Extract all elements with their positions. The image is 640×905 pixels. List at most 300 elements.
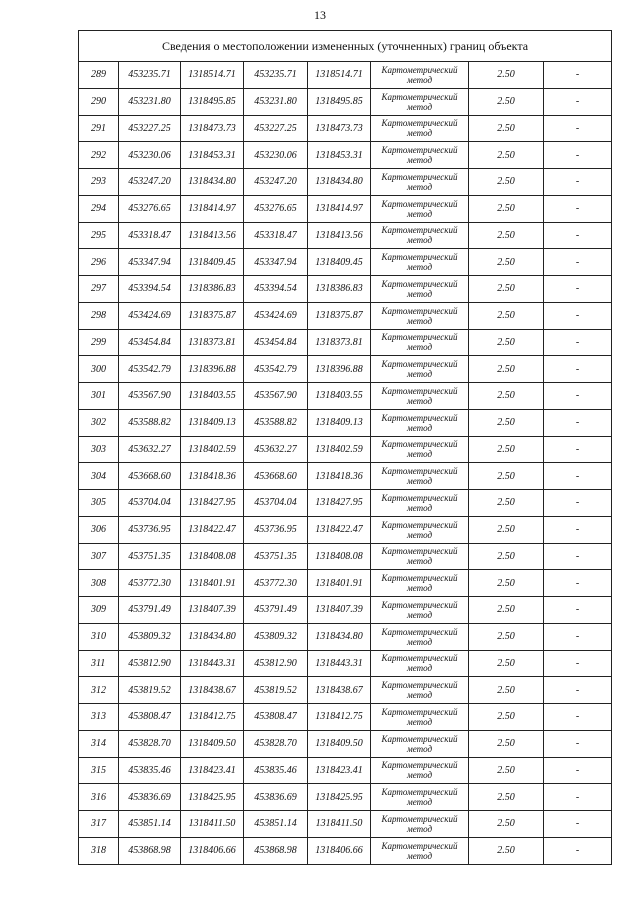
method-line1: Картометрический — [381, 760, 458, 771]
refined-y-cell: 1318413.56 — [308, 222, 371, 249]
table-row — [79, 463, 612, 490]
point-number-cell: 311 — [79, 650, 119, 677]
method-line1: Картометрический — [381, 519, 458, 530]
table-row — [79, 784, 612, 811]
existing-y-cell: 1318423.41 — [181, 757, 244, 784]
accuracy-cell: 2.50 — [469, 837, 544, 864]
refined-y-cell: 1318386.83 — [308, 276, 371, 303]
method-line1: Картометрический — [381, 225, 458, 236]
accuracy-cell: 2.50 — [469, 276, 544, 303]
existing-x-cell: 453736.95 — [119, 516, 181, 543]
method-line1: Картометрический — [381, 706, 458, 717]
existing-y-cell: 1318408.08 — [181, 543, 244, 570]
method-cell — [371, 784, 469, 811]
method-cell — [371, 62, 469, 89]
existing-x-cell: 453751.35 — [119, 543, 181, 570]
method-line2: метод — [406, 128, 433, 139]
refined-y-cell: 1318401.91 — [308, 570, 371, 597]
existing-x-cell: 453454.84 — [119, 329, 181, 356]
table-row — [79, 490, 612, 517]
method-cell — [371, 516, 469, 543]
refined-y-cell: 1318473.73 — [308, 115, 371, 142]
method-cell — [371, 356, 469, 383]
description-cell: - — [544, 195, 612, 222]
existing-y-cell: 1318413.56 — [181, 222, 244, 249]
existing-y-cell: 1318473.73 — [181, 115, 244, 142]
table-row — [79, 757, 612, 784]
existing-y-cell: 1318453.31 — [181, 142, 244, 169]
method-cell — [371, 490, 469, 517]
accuracy-cell: 2.50 — [469, 142, 544, 169]
description-cell: - — [544, 730, 612, 757]
description-cell: - — [544, 650, 612, 677]
accuracy-cell: 2.50 — [469, 597, 544, 624]
existing-y-cell: 1318425.95 — [181, 784, 244, 811]
page-number: 13 — [314, 8, 326, 22]
point-number-cell: 295 — [79, 222, 119, 249]
point-number-cell: 314 — [79, 730, 119, 757]
existing-x-cell: 453828.70 — [119, 730, 181, 757]
existing-y-cell: 1318411.50 — [181, 811, 244, 838]
existing-x-cell: 453231.80 — [119, 88, 181, 115]
method-cell — [371, 222, 469, 249]
table-row — [79, 169, 612, 196]
accuracy-cell: 2.50 — [469, 650, 544, 677]
accuracy-cell: 2.50 — [469, 356, 544, 383]
point-number-cell: 296 — [79, 249, 119, 276]
method-line2: метод — [406, 609, 433, 620]
method-line1: Картометрический — [381, 64, 458, 75]
existing-y-cell: 1318422.47 — [181, 516, 244, 543]
method-cell — [371, 383, 469, 410]
existing-x-cell: 453808.47 — [119, 704, 181, 731]
table-row — [79, 811, 612, 838]
refined-x-cell: 453791.49 — [244, 597, 308, 624]
method-line1: Картометрический — [381, 118, 458, 129]
existing-x-cell: 453668.60 — [119, 463, 181, 490]
refined-x-cell: 453632.27 — [244, 436, 308, 463]
existing-y-cell: 1318418.36 — [181, 463, 244, 490]
method-line2: метод — [406, 74, 433, 85]
refined-x-cell: 453542.79 — [244, 356, 308, 383]
table-row — [79, 704, 612, 731]
method-line2: метод — [406, 449, 433, 460]
method-line1: Картометрический — [381, 626, 458, 637]
refined-y-cell: 1318412.75 — [308, 704, 371, 731]
refined-y-cell: 1318422.47 — [308, 516, 371, 543]
method-cell — [371, 276, 469, 303]
table-row — [79, 543, 612, 570]
method-cell — [371, 302, 469, 329]
table-row — [79, 730, 612, 757]
point-number-cell: 304 — [79, 463, 119, 490]
accuracy-cell: 2.50 — [469, 463, 544, 490]
method-line1: Картометрический — [381, 171, 458, 182]
refined-x-cell: 453835.46 — [244, 757, 308, 784]
method-line2: метод — [406, 663, 433, 674]
existing-x-cell: 453868.98 — [119, 837, 181, 864]
existing-x-cell: 453276.65 — [119, 195, 181, 222]
accuracy-cell: 2.50 — [469, 115, 544, 142]
table-row — [79, 329, 612, 356]
method-cell — [371, 115, 469, 142]
existing-y-cell: 1318443.31 — [181, 650, 244, 677]
table-row — [79, 115, 612, 142]
method-line1: Картометрический — [381, 332, 458, 343]
existing-x-cell: 453542.79 — [119, 356, 181, 383]
table-row — [79, 837, 612, 864]
description-cell: - — [544, 543, 612, 570]
method-line2: метод — [406, 636, 433, 647]
refined-y-cell: 1318407.39 — [308, 597, 371, 624]
point-number-cell: 305 — [79, 490, 119, 517]
method-line2: метод — [406, 770, 433, 781]
description-cell: - — [544, 329, 612, 356]
refined-x-cell: 453851.14 — [244, 811, 308, 838]
existing-x-cell: 453318.47 — [119, 222, 181, 249]
refined-x-cell: 453231.80 — [244, 88, 308, 115]
method-cell — [371, 169, 469, 196]
method-cell — [371, 837, 469, 864]
accuracy-cell: 2.50 — [469, 730, 544, 757]
point-number-cell: 309 — [79, 597, 119, 624]
existing-y-cell: 1318401.91 — [181, 570, 244, 597]
refined-x-cell: 453230.06 — [244, 142, 308, 169]
accuracy-cell: 2.50 — [469, 757, 544, 784]
method-line1: Картометрический — [381, 466, 458, 477]
accuracy-cell: 2.50 — [469, 383, 544, 410]
existing-y-cell: 1318409.13 — [181, 409, 244, 436]
method-line1: Картометрический — [381, 573, 458, 584]
existing-y-cell: 1318414.97 — [181, 195, 244, 222]
point-number-cell: 315 — [79, 757, 119, 784]
table-row — [79, 650, 612, 677]
existing-x-cell: 453347.94 — [119, 249, 181, 276]
method-cell — [371, 650, 469, 677]
existing-x-cell: 453772.30 — [119, 570, 181, 597]
refined-x-cell: 453828.70 — [244, 730, 308, 757]
table-row — [79, 276, 612, 303]
point-number-cell: 303 — [79, 436, 119, 463]
method-cell — [371, 677, 469, 704]
refined-x-cell: 453836.69 — [244, 784, 308, 811]
existing-x-cell: 453836.69 — [119, 784, 181, 811]
method-cell — [371, 730, 469, 757]
existing-y-cell: 1318403.55 — [181, 383, 244, 410]
refined-x-cell: 453808.47 — [244, 704, 308, 731]
existing-x-cell: 453235.71 — [119, 62, 181, 89]
table-row — [79, 597, 612, 624]
refined-x-cell: 453318.47 — [244, 222, 308, 249]
refined-x-cell: 453394.54 — [244, 276, 308, 303]
point-number-cell: 298 — [79, 302, 119, 329]
point-number-cell: 306 — [79, 516, 119, 543]
existing-y-cell: 1318406.66 — [181, 837, 244, 864]
accuracy-cell: 2.50 — [469, 543, 544, 570]
refined-y-cell: 1318409.13 — [308, 409, 371, 436]
accuracy-cell: 2.50 — [469, 169, 544, 196]
description-cell: - — [544, 784, 612, 811]
description-cell: - — [544, 757, 612, 784]
method-line1: Картометрический — [381, 813, 458, 824]
existing-x-cell: 453588.82 — [119, 409, 181, 436]
method-cell — [371, 623, 469, 650]
point-number-cell: 316 — [79, 784, 119, 811]
description-cell: - — [544, 62, 612, 89]
method-line1: Картометрический — [381, 653, 458, 664]
description-cell: - — [544, 597, 612, 624]
method-cell — [371, 463, 469, 490]
description-cell: - — [544, 463, 612, 490]
method-line2: метод — [406, 476, 433, 487]
refined-x-cell: 453772.30 — [244, 570, 308, 597]
point-number-cell: 307 — [79, 543, 119, 570]
point-number-cell: 318 — [79, 837, 119, 864]
description-cell: - — [544, 88, 612, 115]
table-row — [79, 249, 612, 276]
refined-y-cell: 1318438.67 — [308, 677, 371, 704]
table-row — [79, 356, 612, 383]
table-row — [79, 302, 612, 329]
method-line2: метод — [406, 395, 433, 406]
existing-x-cell: 453791.49 — [119, 597, 181, 624]
accuracy-cell: 2.50 — [469, 623, 544, 650]
method-cell — [371, 329, 469, 356]
description-cell: - — [544, 409, 612, 436]
method-cell — [371, 409, 469, 436]
existing-y-cell: 1318409.45 — [181, 249, 244, 276]
method-line1: Картометрический — [381, 385, 458, 396]
point-number-cell: 301 — [79, 383, 119, 410]
refined-y-cell: 1318514.71 — [308, 62, 371, 89]
existing-y-cell: 1318375.87 — [181, 302, 244, 329]
point-number-cell: 313 — [79, 704, 119, 731]
refined-y-cell: 1318409.50 — [308, 730, 371, 757]
refined-y-cell: 1318434.80 — [308, 169, 371, 196]
accuracy-cell: 2.50 — [469, 195, 544, 222]
point-number-cell: 292 — [79, 142, 119, 169]
point-number-cell: 310 — [79, 623, 119, 650]
accuracy-cell: 2.50 — [469, 570, 544, 597]
refined-x-cell: 453668.60 — [244, 463, 308, 490]
table-title: Сведения о местоположении измененных (уточненных) границ объекта — [79, 31, 612, 62]
table-row — [79, 570, 612, 597]
refined-y-cell: 1318375.87 — [308, 302, 371, 329]
existing-y-cell: 1318438.67 — [181, 677, 244, 704]
existing-y-cell: 1318427.95 — [181, 490, 244, 517]
existing-y-cell: 1318409.50 — [181, 730, 244, 757]
accuracy-cell: 2.50 — [469, 249, 544, 276]
refined-x-cell: 453347.94 — [244, 249, 308, 276]
refined-y-cell: 1318373.81 — [308, 329, 371, 356]
point-number-cell: 312 — [79, 677, 119, 704]
refined-x-cell: 453868.98 — [244, 837, 308, 864]
description-cell: - — [544, 356, 612, 383]
method-line1: Картометрический — [381, 787, 458, 798]
existing-x-cell: 453809.32 — [119, 623, 181, 650]
point-number-cell: 290 — [79, 88, 119, 115]
method-line2: метод — [406, 797, 433, 808]
accuracy-cell: 2.50 — [469, 704, 544, 731]
existing-x-cell: 453424.69 — [119, 302, 181, 329]
description-cell: - — [544, 837, 612, 864]
refined-y-cell: 1318408.08 — [308, 543, 371, 570]
description-cell: - — [544, 704, 612, 731]
method-line1: Картометрический — [381, 840, 458, 851]
method-cell — [371, 811, 469, 838]
method-line1: Картометрический — [381, 359, 458, 370]
refined-x-cell: 453227.25 — [244, 115, 308, 142]
method-line2: метод — [406, 850, 433, 861]
method-line1: Картометрический — [381, 599, 458, 610]
refined-x-cell: 453424.69 — [244, 302, 308, 329]
point-number-cell: 300 — [79, 356, 119, 383]
method-cell — [371, 436, 469, 463]
method-line2: метод — [406, 288, 433, 299]
method-line2: метод — [406, 690, 433, 701]
refined-y-cell: 1318418.36 — [308, 463, 371, 490]
accuracy-cell: 2.50 — [469, 302, 544, 329]
refined-x-cell: 453751.35 — [244, 543, 308, 570]
accuracy-cell: 2.50 — [469, 677, 544, 704]
method-cell — [371, 249, 469, 276]
method-line2: метод — [406, 369, 433, 380]
method-line1: Картометрический — [381, 733, 458, 744]
accuracy-cell: 2.50 — [469, 62, 544, 89]
point-number-cell: 289 — [79, 62, 119, 89]
existing-x-cell: 453835.46 — [119, 757, 181, 784]
method-cell — [371, 570, 469, 597]
point-number-cell: 308 — [79, 570, 119, 597]
method-line1: Картометрический — [381, 305, 458, 316]
accuracy-cell: 2.50 — [469, 516, 544, 543]
description-cell: - — [544, 115, 612, 142]
accuracy-cell: 2.50 — [469, 490, 544, 517]
refined-x-cell: 453247.20 — [244, 169, 308, 196]
method-cell — [371, 597, 469, 624]
method-line2: метод — [406, 556, 433, 567]
description-cell: - — [544, 222, 612, 249]
method-cell — [371, 88, 469, 115]
refined-y-cell: 1318495.85 — [308, 88, 371, 115]
method-line1: Картометрический — [381, 680, 458, 691]
refined-x-cell: 453276.65 — [244, 195, 308, 222]
existing-y-cell: 1318396.88 — [181, 356, 244, 383]
table-row — [79, 516, 612, 543]
method-cell — [371, 704, 469, 731]
description-cell: - — [544, 623, 612, 650]
method-line2: метод — [406, 743, 433, 754]
method-line1: Картометрический — [381, 91, 458, 102]
method-line2: метод — [406, 422, 433, 433]
refined-y-cell: 1318443.31 — [308, 650, 371, 677]
method-line2: метод — [406, 342, 433, 353]
refined-y-cell: 1318434.80 — [308, 623, 371, 650]
method-line2: метод — [406, 716, 433, 727]
existing-x-cell: 453812.90 — [119, 650, 181, 677]
table-title-row — [79, 31, 612, 62]
point-number-cell: 294 — [79, 195, 119, 222]
existing-x-cell: 453394.54 — [119, 276, 181, 303]
accuracy-cell: 2.50 — [469, 409, 544, 436]
description-cell: - — [544, 276, 612, 303]
method-line2: метод — [406, 529, 433, 540]
method-line2: метод — [406, 315, 433, 326]
method-line1: Картометрический — [381, 546, 458, 557]
point-number-cell: 302 — [79, 409, 119, 436]
refined-x-cell: 453588.82 — [244, 409, 308, 436]
refined-y-cell: 1318402.59 — [308, 436, 371, 463]
description-cell: - — [544, 677, 612, 704]
refined-y-cell: 1318406.66 — [308, 837, 371, 864]
existing-y-cell: 1318495.85 — [181, 88, 244, 115]
point-number-cell: 293 — [79, 169, 119, 196]
method-line2: метод — [406, 583, 433, 594]
refined-x-cell: 453736.95 — [244, 516, 308, 543]
table-row — [79, 409, 612, 436]
accuracy-cell: 2.50 — [469, 222, 544, 249]
refined-x-cell: 453819.52 — [244, 677, 308, 704]
refined-y-cell: 1318453.31 — [308, 142, 371, 169]
description-cell: - — [544, 142, 612, 169]
description-cell: - — [544, 302, 612, 329]
existing-x-cell: 453851.14 — [119, 811, 181, 838]
existing-x-cell: 453247.20 — [119, 169, 181, 196]
existing-x-cell: 453632.27 — [119, 436, 181, 463]
method-line2: метод — [406, 235, 433, 246]
accuracy-cell: 2.50 — [469, 784, 544, 811]
method-line2: метод — [406, 823, 433, 834]
refined-x-cell: 453809.32 — [244, 623, 308, 650]
method-line2: метод — [406, 155, 433, 166]
existing-y-cell: 1318434.80 — [181, 623, 244, 650]
refined-x-cell: 453812.90 — [244, 650, 308, 677]
method-line2: метод — [406, 181, 433, 192]
refined-y-cell: 1318409.45 — [308, 249, 371, 276]
refined-x-cell: 453235.71 — [244, 62, 308, 89]
method-cell — [371, 757, 469, 784]
existing-x-cell: 453230.06 — [119, 142, 181, 169]
table-row — [79, 623, 612, 650]
table-row — [79, 436, 612, 463]
method-line2: метод — [406, 262, 433, 273]
point-number-cell: 297 — [79, 276, 119, 303]
table-row — [79, 62, 612, 89]
table-row — [79, 383, 612, 410]
point-number-cell: 299 — [79, 329, 119, 356]
refined-y-cell: 1318427.95 — [308, 490, 371, 517]
refined-y-cell: 1318403.55 — [308, 383, 371, 410]
method-line1: Картометрический — [381, 252, 458, 263]
method-line2: метод — [406, 101, 433, 112]
description-cell: - — [544, 811, 612, 838]
refined-x-cell: 453567.90 — [244, 383, 308, 410]
existing-y-cell: 1318402.59 — [181, 436, 244, 463]
table-row — [79, 195, 612, 222]
table-row — [79, 222, 612, 249]
refined-y-cell: 1318396.88 — [308, 356, 371, 383]
method-line1: Картометрический — [381, 492, 458, 503]
boundary-coordinates-table — [78, 30, 612, 865]
existing-y-cell: 1318514.71 — [181, 62, 244, 89]
refined-y-cell: 1318425.95 — [308, 784, 371, 811]
method-line1: Картометрический — [381, 145, 458, 156]
refined-y-cell: 1318414.97 — [308, 195, 371, 222]
description-cell: - — [544, 249, 612, 276]
point-number-cell: 291 — [79, 115, 119, 142]
table-row — [79, 677, 612, 704]
description-cell: - — [544, 436, 612, 463]
